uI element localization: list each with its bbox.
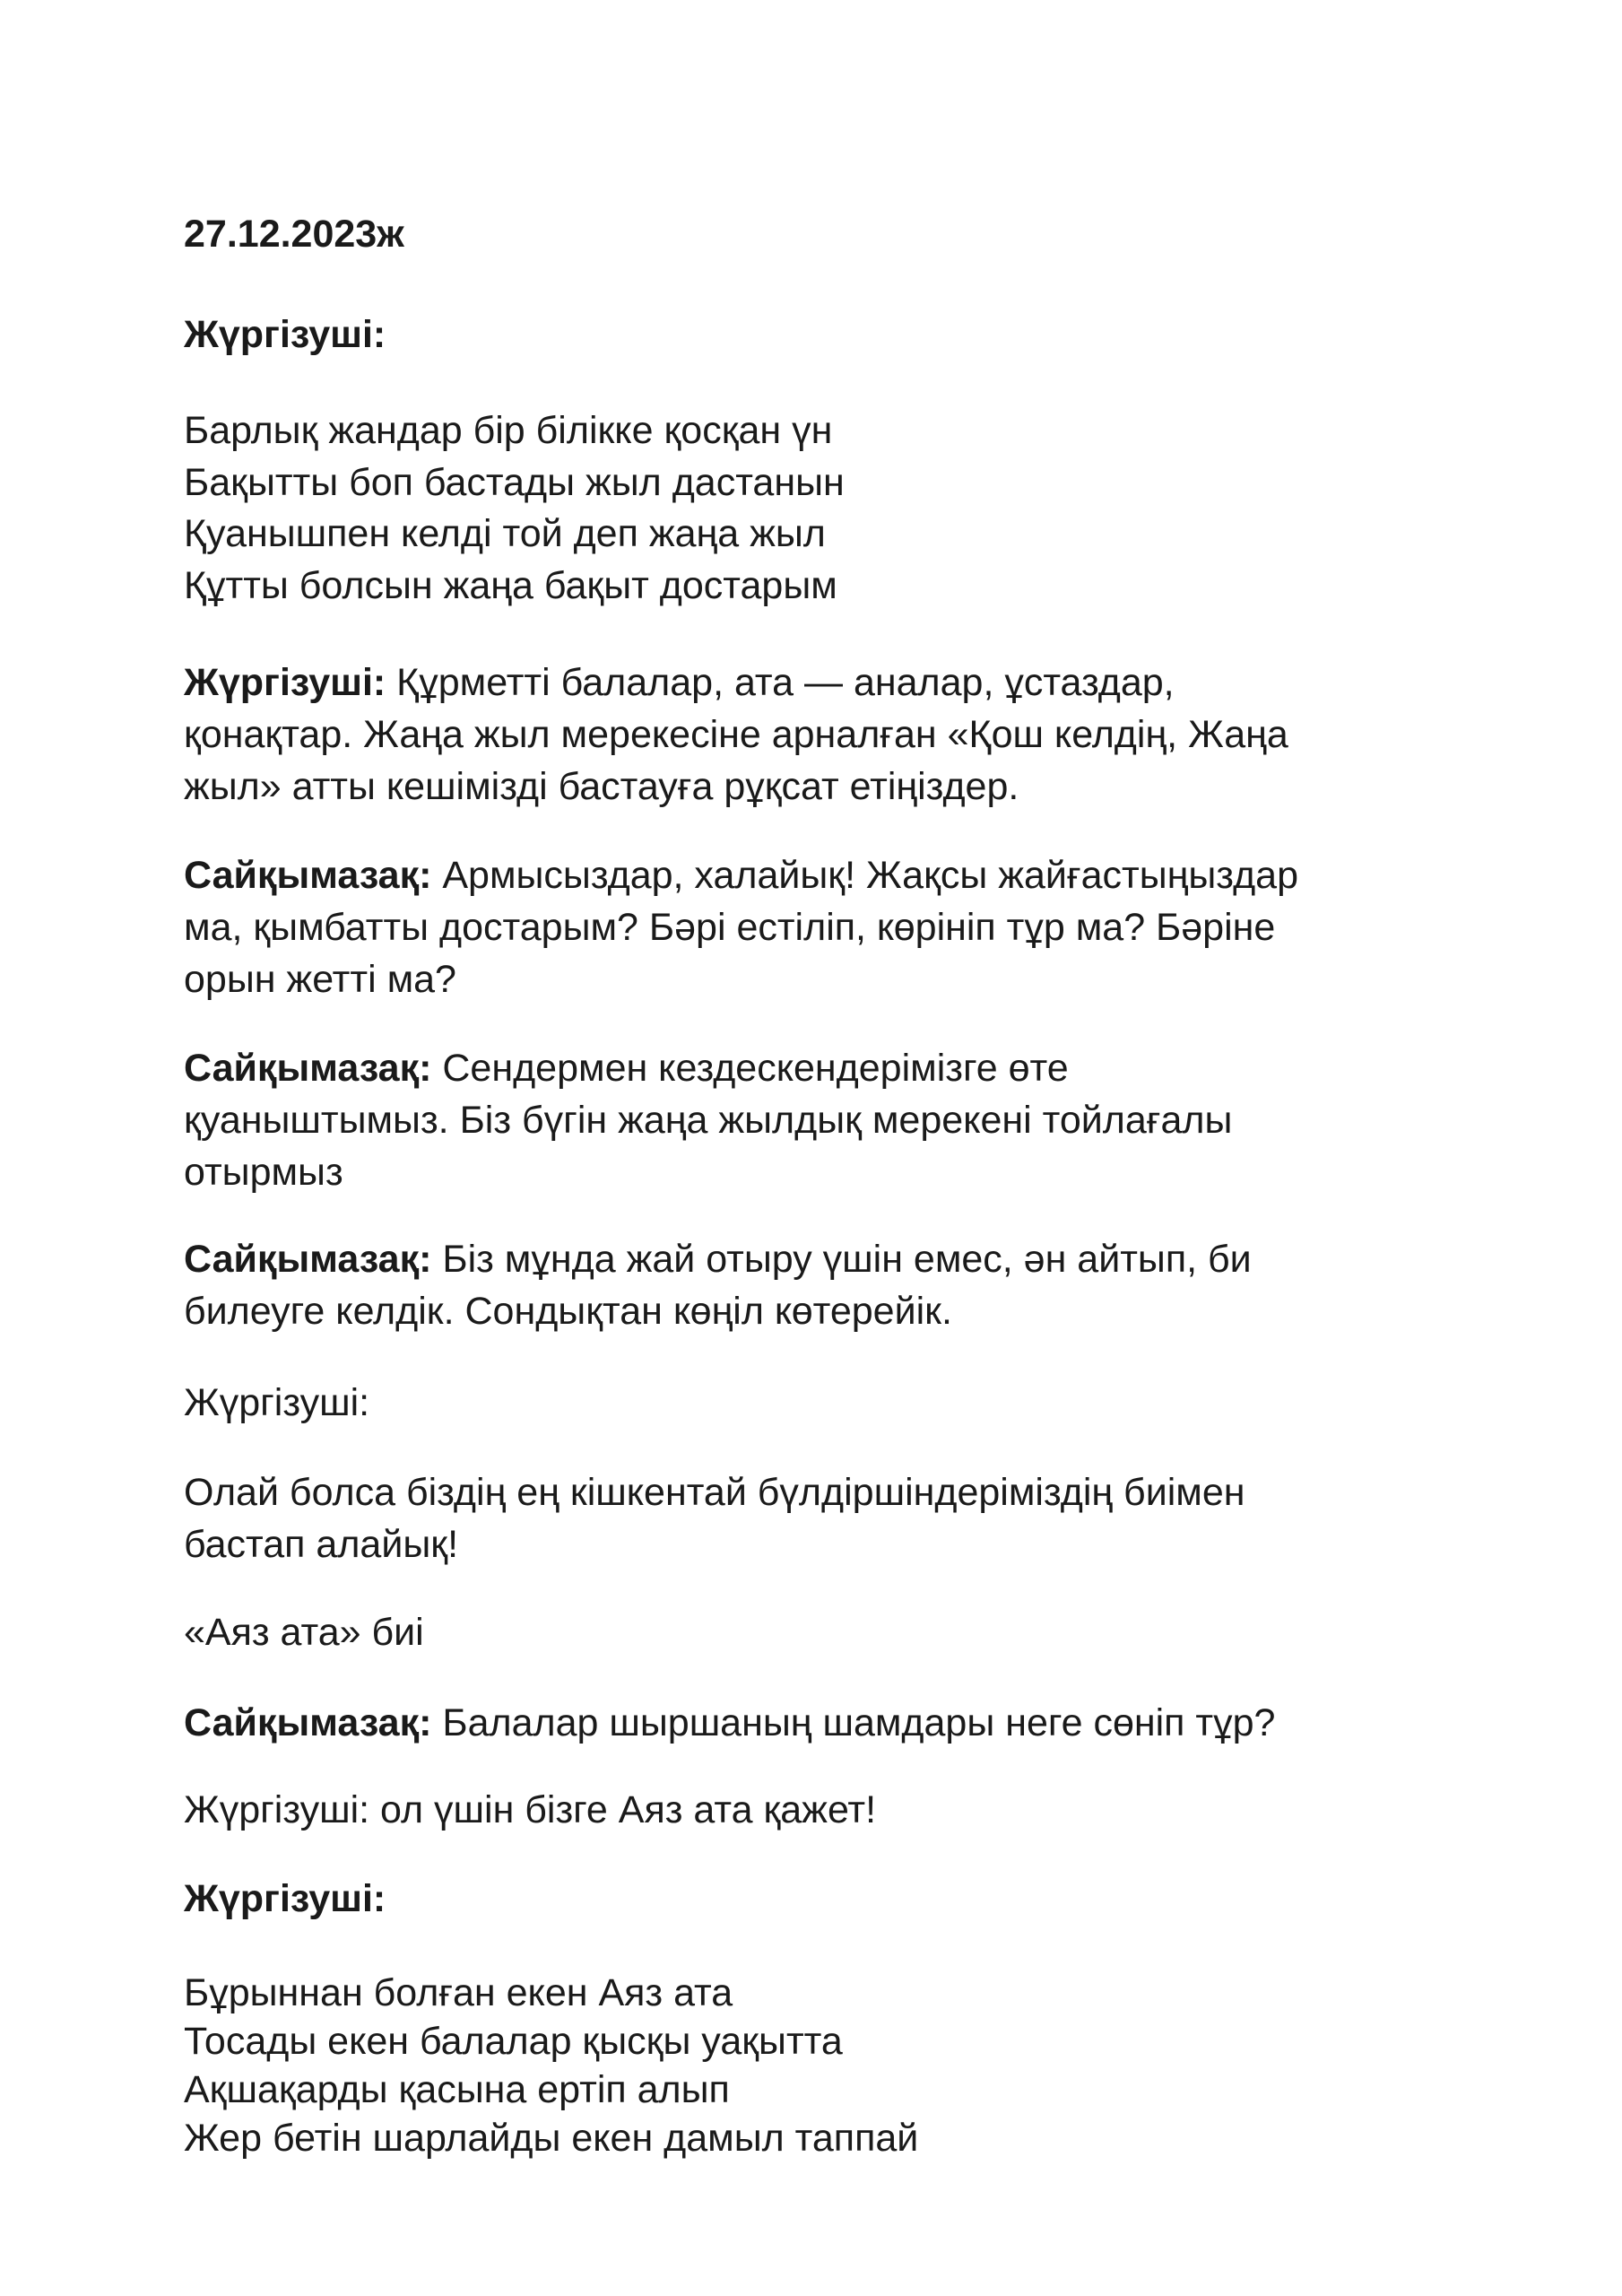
speaker-label: Сайқымазақ:: [184, 1701, 432, 1744]
paragraph-2-line-3: орын жетті ма?: [184, 958, 456, 1001]
paragraph-3-line-3: отырмыз: [184, 1151, 343, 1194]
speaker-host-heading: Жүргізуші:: [184, 313, 386, 356]
paragraph-2-line-1: Сайқымазақ: Армысыздар, халайық! Жақсы жайғастыңыздар: [184, 854, 1298, 897]
speaker-label: Сайқымазақ:: [184, 854, 432, 897]
poem2-line-1: Бұрыннан болған екен Аяз ата: [184, 1971, 733, 2014]
speaker-label: Сайқымазақ:: [184, 1047, 432, 1090]
document-date: 27.12.2023ж: [184, 213, 404, 256]
paragraph-1-line-1: Жүргізуші: Құрметті балалар, ата — аналар, ұстаздар,: [184, 661, 1175, 704]
poem1-line-4: Құтты болсын жаңа бақыт достарым: [184, 564, 837, 607]
speaker-label: Сайқымазақ:: [184, 1238, 432, 1281]
speaker-host-plain: Жүргізуші:: [184, 1381, 370, 1424]
paragraph-4-line-1: Сайқымазақ: Біз мұнда жай отыру үшін емес, ән айтып, би: [184, 1238, 1252, 1281]
paragraph-6: Сайқымазақ: Балалар шыршаның шамдары неге сөніп тұр?: [184, 1701, 1276, 1744]
paragraph-1-line-3: жыл» атты кешімізді бастауға рұқсат етіңіздер.: [184, 765, 1019, 808]
paragraph-2-line-2: ма, қымбатты достарым? Бәрі естіліп, көрініп тұр ма? Бәріне: [184, 906, 1276, 949]
paragraph-3-line-1: Сайқымазақ: Сендермен кездескендерімізге өте: [184, 1047, 1069, 1090]
paragraph-7: Жүргізуші: ол үшін бізге Аяз ата қажет!: [184, 1788, 877, 1831]
dance-title: «Аяз ата» биі: [184, 1611, 424, 1654]
speaker-label: Жүргізуші:: [184, 661, 386, 704]
paragraph-1-line-2: қонақтар. Жаңа жыл мерекесіне арналған «Қош келдің, Жаңа: [184, 713, 1288, 756]
paragraph-5-line-1: Олай болса біздің ең кішкентай бүлдіршіндеріміздің биімен: [184, 1471, 1245, 1514]
poem1-line-2: Бақытты боп бастады жыл дастанын: [184, 461, 845, 504]
poem2-line-3: Ақшақарды қасына ертіп алып: [184, 2068, 730, 2111]
poem2-line-4: Жер бетін шарлайды екен дамыл таппай: [184, 2117, 919, 2160]
speaker-host-heading-2: Жүргізуші:: [184, 1877, 386, 1920]
paragraph-3-line-2: қуаныштымыз. Біз бүгін жаңа жылдық мерекені тойлағалы: [184, 1099, 1233, 1142]
paragraph-4-line-2: билеуге келдік. Сондықтан көңіл көтерейік.: [184, 1290, 952, 1333]
poem2-line-2: Тосады екен балалар қысқы уақытта: [184, 2020, 843, 2063]
poem1-line-1: Барлық жандар бір білікке қосқан үн: [184, 409, 833, 452]
poem1-line-3: Қуанышпен келді той деп жаңа жыл: [184, 512, 826, 555]
paragraph-5-line-2: бастап алайық!: [184, 1523, 459, 1566]
